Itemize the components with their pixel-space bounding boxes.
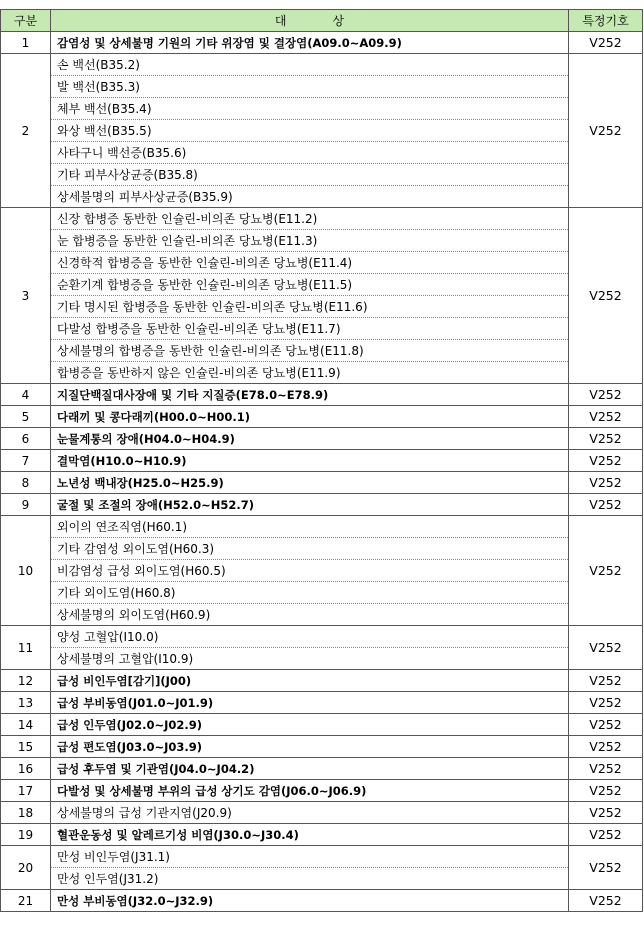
group-number: 19 xyxy=(1,824,51,846)
special-code: V252 xyxy=(569,54,643,208)
group-number: 20 xyxy=(1,846,51,890)
header-target xyxy=(51,10,569,32)
table-row xyxy=(1,142,643,164)
special-code: V252 xyxy=(569,428,643,450)
special-code: V252 xyxy=(569,670,643,692)
table-row xyxy=(1,186,643,208)
target-description: 사타구니 백선증(B35.6) xyxy=(51,142,569,164)
target-description: 상세불명의 피부사상균증(B35.9) xyxy=(51,186,569,208)
target-description: 상세불명의 합병증을 동반한 인슐린-비의존 당뇨병(E11.8) xyxy=(51,340,569,362)
table-row xyxy=(1,450,643,472)
special-code: V252 xyxy=(569,384,643,406)
table-row xyxy=(1,802,643,824)
table-row xyxy=(1,846,643,868)
target-description: 발 백선(B35.3) xyxy=(51,76,569,98)
group-number: 15 xyxy=(1,736,51,758)
group-number: 1 xyxy=(1,32,51,54)
table-row xyxy=(1,560,643,582)
special-code: V252 xyxy=(569,626,643,670)
table-row xyxy=(1,714,643,736)
table-row xyxy=(1,230,643,252)
group-number: 8 xyxy=(1,472,51,494)
table-container xyxy=(0,9,644,912)
target-description: 감염성 및 상세불명 기원의 기타 위장염 및 결장염(A09.0~A09.9) xyxy=(51,32,569,54)
target-description: 급성 부비동염(J01.0~J01.9) xyxy=(51,692,569,714)
special-code: V252 xyxy=(569,450,643,472)
table-row xyxy=(1,120,643,142)
group-number: 3 xyxy=(1,208,51,384)
table-row xyxy=(1,582,643,604)
table-row xyxy=(1,648,643,670)
special-code: V252 xyxy=(569,736,643,758)
special-code: V252 xyxy=(569,406,643,428)
table-row xyxy=(1,54,643,76)
header-target-part2: 상 xyxy=(332,14,345,28)
header-target-part1: 대 xyxy=(274,14,287,28)
group-number: 7 xyxy=(1,450,51,472)
target-description: 상세불명의 고혈압(I10.9) xyxy=(51,648,569,670)
special-code: V252 xyxy=(569,714,643,736)
code-table xyxy=(0,9,643,912)
target-description: 눈 합병증을 동반한 인슐린-비의존 당뇨병(E11.3) xyxy=(51,230,569,252)
special-code: V252 xyxy=(569,32,643,54)
target-description: 비감염성 급성 외이도염(H60.5) xyxy=(51,560,569,582)
target-description: 와상 백선(B35.5) xyxy=(51,120,569,142)
target-description: 외이의 연조직염(H60.1) xyxy=(51,516,569,538)
special-code: V252 xyxy=(569,208,643,384)
special-code: V252 xyxy=(569,802,643,824)
table-row xyxy=(1,98,643,120)
target-description: 합병증을 동반하지 않은 인슐린-비의존 당뇨병(E11.9) xyxy=(51,362,569,384)
target-description: 다발성 및 상세불명 부위의 급성 상기도 감염(J06.0~J06.9) xyxy=(51,780,569,802)
target-description: 상세불명의 외이도염(H60.9) xyxy=(51,604,569,626)
table-row xyxy=(1,340,643,362)
table-row xyxy=(1,890,643,912)
table-row xyxy=(1,208,643,230)
target-description: 다발성 합병증을 동반한 인슐린-비의존 당뇨병(E11.7) xyxy=(51,318,569,340)
target-description: 신장 합병증 동반한 인슐린-비의존 당뇨병(E11.2) xyxy=(51,208,569,230)
table-row xyxy=(1,164,643,186)
group-number: 9 xyxy=(1,494,51,516)
table-row xyxy=(1,494,643,516)
table-row xyxy=(1,736,643,758)
target-description: 상세불명의 급성 기관지염(J20.9) xyxy=(51,802,569,824)
table-row xyxy=(1,758,643,780)
target-description: 만성 비인두염(J31.1) xyxy=(51,846,569,868)
group-number: 11 xyxy=(1,626,51,670)
table-row xyxy=(1,76,643,98)
table-row xyxy=(1,32,643,54)
target-description: 만성 인두염(J31.2) xyxy=(51,868,569,890)
target-description: 만성 부비동염(J32.0~J32.9) xyxy=(51,890,569,912)
target-description: 신경학적 합병증을 동반한 인슐린-비의존 당뇨병(E11.4) xyxy=(51,252,569,274)
table-row xyxy=(1,362,643,384)
group-number: 10 xyxy=(1,516,51,626)
target-description: 순환기계 합병증을 동반한 인슐린-비의존 당뇨병(E11.5) xyxy=(51,274,569,296)
group-number: 5 xyxy=(1,406,51,428)
group-number: 4 xyxy=(1,384,51,406)
header-code: 특정기호 xyxy=(569,10,643,32)
table-body xyxy=(1,32,643,912)
target-description: 굴절 및 조절의 장애(H52.0~H52.7) xyxy=(51,494,569,516)
special-code: V252 xyxy=(569,846,643,890)
group-number: 16 xyxy=(1,758,51,780)
table-row xyxy=(1,472,643,494)
table-row xyxy=(1,780,643,802)
group-number: 6 xyxy=(1,428,51,450)
special-code: V252 xyxy=(569,780,643,802)
target-description: 급성 비인두염[감기](J00) xyxy=(51,670,569,692)
group-number: 14 xyxy=(1,714,51,736)
target-description: 노년성 백내장(H25.0~H25.9) xyxy=(51,472,569,494)
target-description: 지질단백질대사장애 및 기타 지질증(E78.0~E78.9) xyxy=(51,384,569,406)
special-code: V252 xyxy=(569,758,643,780)
table-row xyxy=(1,670,643,692)
special-code: V252 xyxy=(569,472,643,494)
table-row xyxy=(1,868,643,890)
table-row xyxy=(1,274,643,296)
special-code: V252 xyxy=(569,494,643,516)
target-description: 급성 편도염(J03.0~J03.9) xyxy=(51,736,569,758)
group-number: 21 xyxy=(1,890,51,912)
special-code: V252 xyxy=(569,890,643,912)
target-description: 혈관운동성 및 알레르기성 비염(J30.0~J30.4) xyxy=(51,824,569,846)
target-description: 양성 고혈압(I10.0) xyxy=(51,626,569,648)
header-row xyxy=(1,10,643,32)
table-row xyxy=(1,428,643,450)
target-description: 기타 피부사상균증(B35.8) xyxy=(51,164,569,186)
target-description: 기타 명시된 합병증을 동반한 인슐린-비의존 당뇨병(E11.6) xyxy=(51,296,569,318)
group-number: 2 xyxy=(1,54,51,208)
group-number: 17 xyxy=(1,780,51,802)
group-number: 13 xyxy=(1,692,51,714)
target-description: 급성 인두염(J02.0~J02.9) xyxy=(51,714,569,736)
target-description: 눈물계통의 장애(H04.0~H04.9) xyxy=(51,428,569,450)
table-row xyxy=(1,406,643,428)
target-description: 손 백선(B35.2) xyxy=(51,54,569,76)
table-row xyxy=(1,516,643,538)
table-row xyxy=(1,692,643,714)
table-row xyxy=(1,824,643,846)
target-description: 다래끼 및 콩다래끼(H00.0~H00.1) xyxy=(51,406,569,428)
table-row xyxy=(1,296,643,318)
group-number: 18 xyxy=(1,802,51,824)
group-number: 12 xyxy=(1,670,51,692)
target-description: 기타 외이도염(H60.8) xyxy=(51,582,569,604)
table-row xyxy=(1,318,643,340)
target-description: 결막염(H10.0~H10.9) xyxy=(51,450,569,472)
table-row xyxy=(1,538,643,560)
target-description: 기타 감염성 외이도염(H60.3) xyxy=(51,538,569,560)
special-code: V252 xyxy=(569,824,643,846)
special-code: V252 xyxy=(569,692,643,714)
table-row xyxy=(1,384,643,406)
table-row xyxy=(1,626,643,648)
target-description: 체부 백선(B35.4) xyxy=(51,98,569,120)
table-row xyxy=(1,604,643,626)
header-category: 구분 xyxy=(1,10,51,32)
table-row xyxy=(1,252,643,274)
special-code: V252 xyxy=(569,516,643,626)
target-description: 급성 후두염 및 기관염(J04.0~J04.2) xyxy=(51,758,569,780)
